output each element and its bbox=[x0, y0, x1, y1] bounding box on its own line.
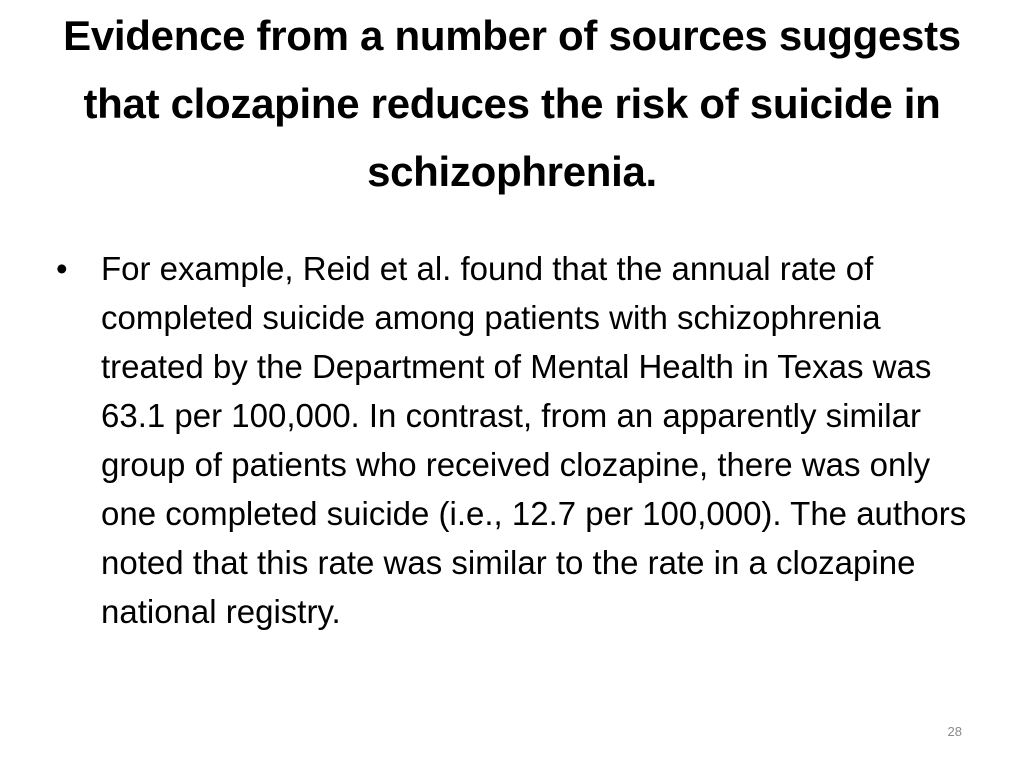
bullet-text: For example, Reid et al. found that the annual rate of completed suicide among patients with schizophrenia treated by the Department of Mental Health in Texas was 63.1 per 100,000. In contrast, from an apparently similar group of patients who received clozapine, there was only one completed suicide (i.e., 12.7 per 100,000). The authors noted that this rate was similar to the rate in a clozapine national registry. bbox=[101, 250, 967, 630]
bullet-item bbox=[56, 244, 976, 636]
bullet-list bbox=[56, 244, 976, 636]
slide-number: 28 bbox=[947, 724, 962, 739]
bullet-marker: • bbox=[56, 250, 68, 287]
slide-title: Evidence from a number of sources suggests that clozapine reduces the risk of suicide in schizophrenia. bbox=[63, 12, 961, 195]
